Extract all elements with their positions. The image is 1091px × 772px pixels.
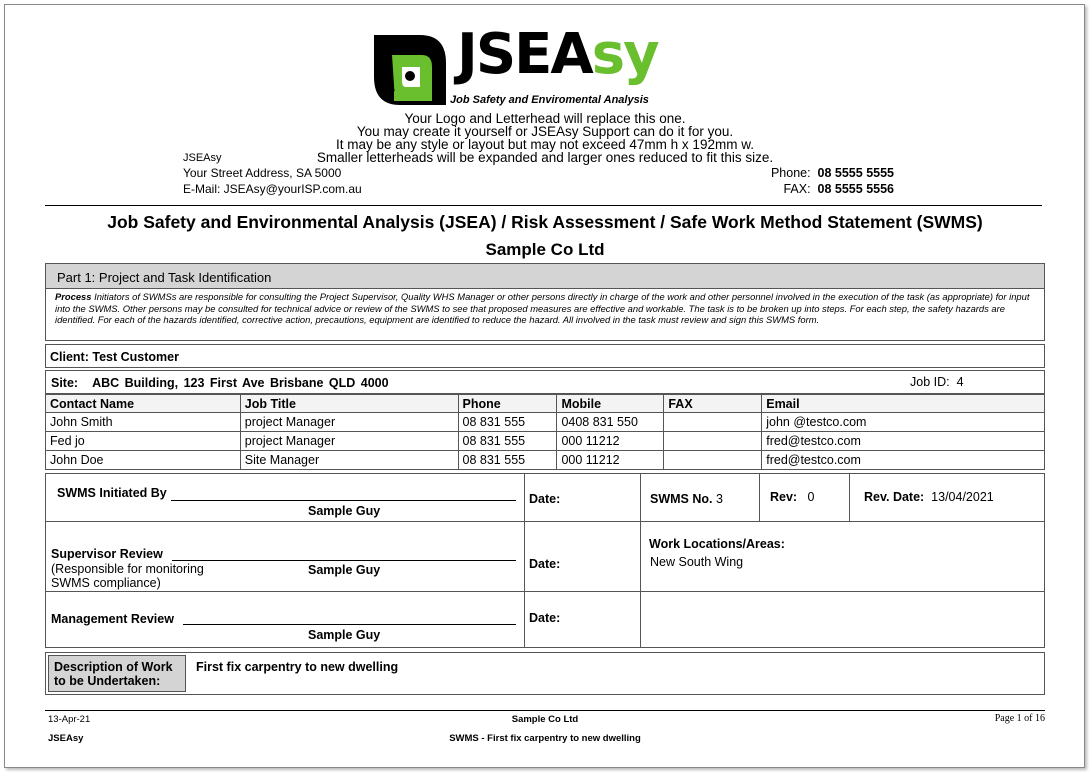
column-header: Email xyxy=(762,395,1045,413)
supervisor-date-box xyxy=(524,521,641,592)
table-cell: project Manager xyxy=(240,432,458,451)
site-address: ABC Building, 123 First Ave Brisbane QLD 4000 xyxy=(92,376,389,390)
table-cell: Fed jo xyxy=(46,432,241,451)
letterhead-note-3: It may be any style or layout but may not exceed 47mm h x 192mm w. xyxy=(336,137,754,152)
table-cell: 08 831 555 xyxy=(458,451,557,470)
management-name: Sample Guy xyxy=(308,628,381,642)
logo-tagline: Job Safety and Enviromental Analysis xyxy=(450,94,649,106)
management-label: Management Review xyxy=(51,612,174,626)
table-row xyxy=(46,413,1045,432)
table-header-row xyxy=(46,395,1045,413)
column-header: Job Title xyxy=(240,395,458,413)
letterhead-address: Your Street Address, SA 5000 xyxy=(183,166,342,180)
swms-number: SWMS No. 3 xyxy=(650,492,723,506)
part1-heading: Part 1: Project and Task Identification xyxy=(45,263,1045,289)
letterhead-note-2: You may create it yourself or JSEAsy Support can do it for you. xyxy=(356,124,734,139)
supervisor-name: Sample Guy xyxy=(308,563,381,577)
footer-divider xyxy=(45,710,1045,711)
letterhead-note-4: Smaller letterheads will be expanded and larger ones reduced to fit this size. xyxy=(316,150,774,165)
management-box xyxy=(45,591,525,648)
revision: Rev: 0 xyxy=(770,490,815,504)
supervisor-label: Supervisor Review xyxy=(51,547,163,561)
column-header: FAX xyxy=(664,395,762,413)
description-label: Description of Work to be Undertaken: xyxy=(48,655,186,692)
letterhead-email: E-Mail: JSEAsy@yourISP.com.au xyxy=(183,182,362,196)
table-cell: John Doe xyxy=(46,451,241,470)
signature-line xyxy=(172,560,516,561)
column-header: Mobile xyxy=(557,395,664,413)
signature-line xyxy=(171,500,516,501)
initiated-label: SWMS Initiated By xyxy=(57,486,167,500)
document-company: Sample Co Ltd xyxy=(485,240,605,259)
initiated-box xyxy=(45,473,525,522)
company-logo xyxy=(372,22,702,107)
swms-no-box xyxy=(640,473,760,522)
work-locations-value: New South Wing xyxy=(650,555,744,569)
rev-date-box xyxy=(849,473,1045,522)
supervisor-note-2: SWMS compliance) xyxy=(51,576,161,590)
revision-date: Rev. Date: 13/04/2021 xyxy=(864,490,994,504)
table-row xyxy=(46,451,1045,470)
letterhead-phone: Phone: 08 5555 5555 xyxy=(770,166,894,180)
table-cell: john @testco.com xyxy=(762,413,1045,432)
footer-doc: SWMS - First fix carpentry to new dwelling xyxy=(449,733,641,744)
client-row: Client: Test Customer xyxy=(45,344,1045,368)
header-divider xyxy=(45,205,1042,206)
table-cell xyxy=(664,432,762,451)
document-title: Job Safety and Environmental Analysis (JSEA) / Risk Assessment / Safe Work Method Statement (SWMS) xyxy=(107,212,983,232)
table-cell: 000 11212 xyxy=(557,451,664,470)
date-label: Date: xyxy=(529,557,561,571)
table-row xyxy=(46,432,1045,451)
contacts-table xyxy=(45,394,1045,470)
work-locations-box xyxy=(640,521,1045,592)
signature-line xyxy=(183,624,516,625)
logo-wordmark: JSEAsy xyxy=(457,22,658,87)
date-label: Date: xyxy=(529,611,561,625)
table-cell: 0408 831 550 xyxy=(557,413,664,432)
column-header: Phone xyxy=(458,395,557,413)
job-id: Job ID: 4 xyxy=(910,375,964,389)
initiated-name: Sample Guy xyxy=(308,504,381,518)
description-box xyxy=(45,652,1045,695)
work-locations-label: Work Locations/Areas: xyxy=(649,537,785,551)
footer-app: JSEAsy xyxy=(48,733,84,744)
table-cell: project Manager xyxy=(240,413,458,432)
supervisor-note-1: (Responsible for monitoring xyxy=(51,562,204,576)
management-date-box xyxy=(524,591,641,648)
table-cell: 000 11212 xyxy=(557,432,664,451)
letterhead-note-1: Your Logo and Letterhead will replace this one. xyxy=(404,111,686,126)
letterhead-company: JSEAsy xyxy=(183,152,222,164)
table-cell: 08 831 555 xyxy=(458,432,557,451)
table-cell: Site Manager xyxy=(240,451,458,470)
logo-mark-icon xyxy=(372,33,454,107)
footer-company: Sample Co Ltd xyxy=(511,714,579,725)
description-text: First fix carpentry to new dwelling xyxy=(196,660,399,674)
table-cell: John Smith xyxy=(46,413,241,432)
table-cell: fred@testco.com xyxy=(762,451,1045,470)
empty-box xyxy=(640,591,1045,648)
site-row: Site: ABC Building, 123 First Ave Brisbane QLD 4000 Job ID: 4 xyxy=(45,370,1045,394)
table-cell xyxy=(664,413,762,432)
supervisor-box xyxy=(45,521,525,592)
date-label: Date: xyxy=(529,492,561,506)
table-cell: 08 831 555 xyxy=(458,413,557,432)
footer-page: Page 1 of 16 xyxy=(994,713,1045,724)
rev-box xyxy=(759,473,850,522)
letterhead-fax: FAX: 08 5555 5556 xyxy=(783,182,894,196)
client-name: Test Customer xyxy=(92,350,179,364)
footer-date: 13-Apr-21 xyxy=(48,714,91,725)
table-cell xyxy=(664,451,762,470)
initiated-date-box xyxy=(524,473,641,522)
process-description: Process Initiators of SWMSs are responsible for consulting the Project Supervisor, Quality WHS Manager or other persons directly in charge of the work and other personnel involved in the execution of the task (as appropriate) for input into the SWMS. Other persons may be consulted for technical advice or review of the SWMS to see that proposed measures are effective and workable. The task is to be broken up into steps. For each step, the safety hazards are identified. For each of the hazards identified, corrective action, precautions, equipment are identified to reduce the hazard. All involved in the task must review and sign this SWMS form. xyxy=(45,289,1045,341)
table-cell: fred@testco.com xyxy=(762,432,1045,451)
column-header: Contact Name xyxy=(46,395,241,413)
